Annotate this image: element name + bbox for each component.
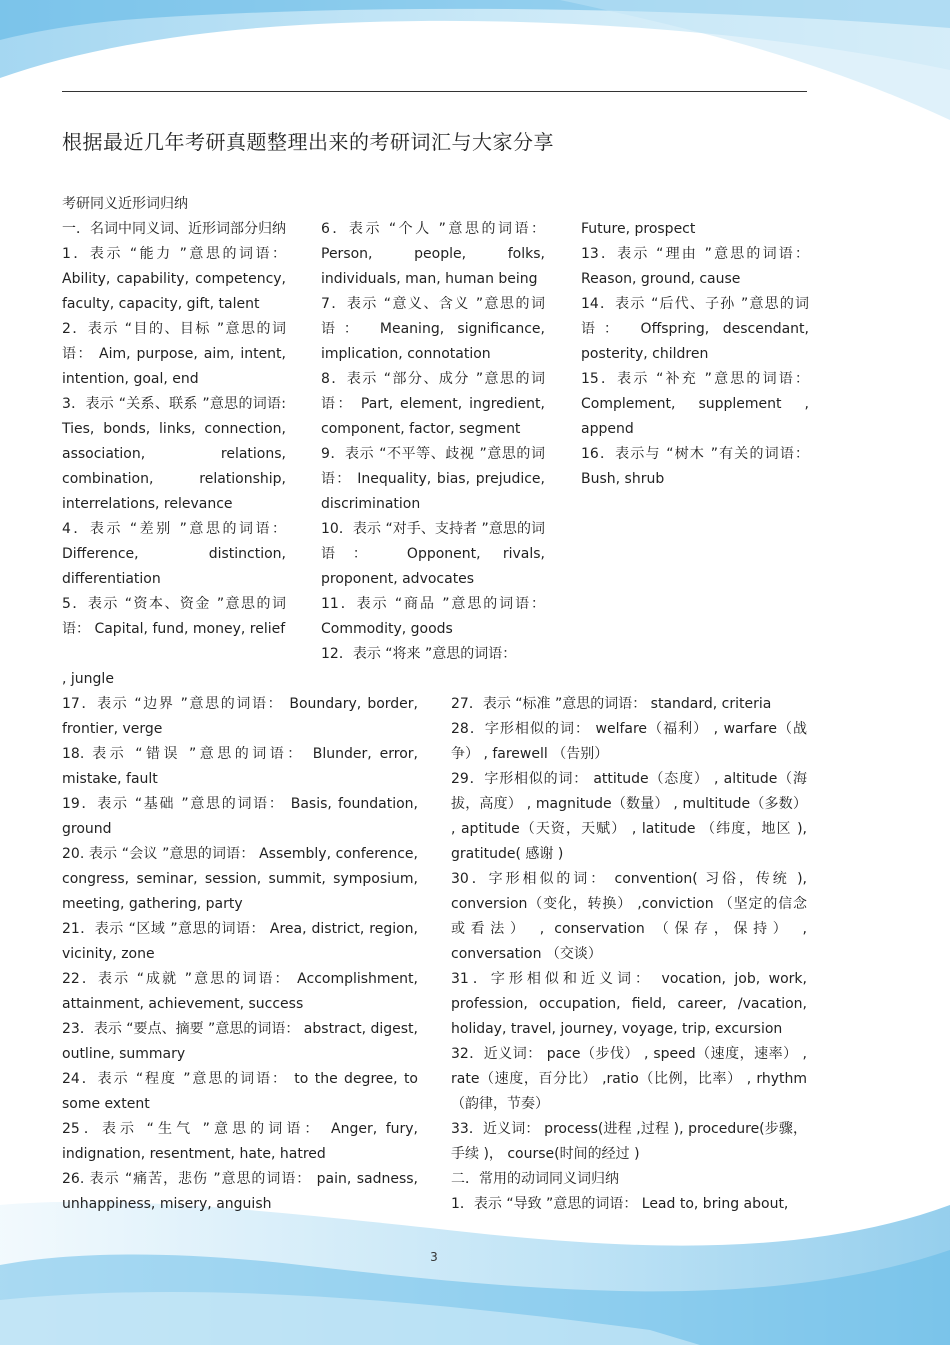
section-heading: 考研同义近形词归纳 bbox=[62, 196, 188, 212]
entry-24: 24．表示 “程度 ”意思的词语： to the degree, to some extent bbox=[62, 1071, 418, 1112]
entry-11: 11．表示 “商品 ”意思的词语： Commodity, goods bbox=[321, 596, 545, 637]
entry-30: 30．字形相似的词： convention( 习俗，传统 ), conversion（变化，转换） ,conviction （坚定的信念或看法） , conservation （保存，保持） , conversation （交谈） bbox=[451, 871, 807, 962]
entry-1: 1．表示 “能力 ”意思的词语： Ability, capability, competency, faculty, capacity, gift, talent bbox=[62, 246, 286, 312]
subsection-heading: 一．名词中同义词、近形词部分归纳 bbox=[62, 221, 286, 237]
entry-9: 9．表示 “不平等、歧视 ”意思的词语： Inequality, bias, prejudice, discrimination bbox=[321, 446, 545, 512]
entry-14: 14．表示 “后代、子孙 ”意思的词语： Offspring, descendant, posterity, children bbox=[581, 296, 809, 362]
section-2-heading: 二．常用的动词同义词归纳 bbox=[451, 1171, 619, 1187]
page-number: 3 bbox=[430, 1250, 438, 1264]
entry-17: 17．表示 “边界 ”意思的词语： Boundary, border, frontier, verge bbox=[62, 696, 418, 737]
entry-3: 3．表示 “关系、联系 ”意思的词语: Ties, bonds, links, connection, association, relations, combination, relationship, interrelations, relevance bbox=[62, 396, 286, 512]
column-5 bbox=[451, 692, 807, 1217]
entry-16: 16．表示与 “树木 ”有关的词语： Bush, shrub bbox=[581, 446, 809, 487]
entry-22: 22．表示 “成就 ”意思的词语： Accomplishment, attainment, achievement, success bbox=[62, 971, 418, 1012]
document-title: 根据最近几年考研真题整理出来的考研词汇与大家分享 bbox=[62, 130, 554, 154]
entry-33: 33．近义词： process(进程 ,过程 ), procedure(步骤，手续 )， course(时间的经过 ) bbox=[451, 1121, 807, 1162]
entry-15: 15．表示 “补充 ”意思的词语： Complement, supplement , append bbox=[581, 371, 809, 437]
entry-20: 20. 表示 “会议 ”意思的词语： Assembly, conference, congress, seminar, session, summit, symposium, meeting, gathering, party bbox=[62, 846, 418, 912]
entry-2: 2．表示 “目的、目标 ”意思的词语： Aim, purpose, aim, intent, intention, goal, end bbox=[62, 321, 286, 387]
entry-23: 23．表示 “要点、摘要 ”意思的词语： abstract, digest, outline, summary bbox=[62, 1021, 418, 1062]
entry-7: 7．表示 “意义、含义 ”意思的词语： Meaning, significance, implication, connotation bbox=[321, 296, 545, 362]
entry-26: 26. 表示 “痛苦，悲伤 ”意思的词语： pain, sadness, unhappiness, misery, anguish bbox=[62, 1171, 418, 1212]
verb-entry-1: 1．表示 “导致 ”意思的词语： Lead to, bring about, bbox=[451, 1196, 789, 1212]
entry-12-continued: Future, prospect bbox=[581, 221, 696, 237]
entry-6: 6．表示 “个人 ”意思的词语： Person, people, folks, individuals, man, human being bbox=[321, 221, 545, 287]
entry-21: 21．表示 “区域 ”意思的词语： Area, district, region, vicinity, zone bbox=[62, 921, 418, 962]
entry-18: 18. 表示 “错误 ”意思的词语： Blunder, error, mistake, fault bbox=[62, 746, 418, 787]
entry-28: 28．字形相似的词： welfare（福利） , warfare（战争） , farewell （告别） bbox=[451, 721, 807, 762]
entry-19: 19．表示 “基础 ”意思的词语： Basis, foundation, ground bbox=[62, 796, 418, 837]
column-1 bbox=[62, 192, 286, 642]
entry-13: 13．表示 “理由 ”意思的词语： Reason, ground, cause bbox=[581, 246, 809, 287]
entry-12: 12．表示 “将来 ”意思的词语： bbox=[321, 646, 517, 662]
entry-4: 4．表示 “差别 ”意思的词语： Difference, distinction, differentiation bbox=[62, 521, 286, 587]
entry-29: 29．字形相似的词： attitude（态度） , altitude（海拔，高度） , magnitude（数量） , multitude（多数） , aptitude（天资，天赋） , latitude （纬度，地区 ), gratitude( 感谢 ) bbox=[451, 771, 807, 862]
header-rule bbox=[62, 91, 807, 92]
entry-25: 25．表示 “生气 ”意思的词语： Anger, fury, indignation, resentment, hate, hatred bbox=[62, 1121, 418, 1162]
column-4 bbox=[62, 667, 418, 1217]
column-3 bbox=[581, 217, 809, 492]
entry-8: 8．表示 “部分、成分 ”意思的词语： Part, element, ingredient, component, factor, segment bbox=[321, 371, 545, 437]
column-2 bbox=[321, 217, 545, 667]
entry-32: 32．近义词： pace（步伐） , speed（速度，速率） , rate（速度，百分比） ,ratio（比例，比率） , rhythm （韵律，节奏） bbox=[451, 1046, 807, 1112]
entry-5: 5．表示 “资本、资金 ”意思的词语： Capital, fund, money, relief bbox=[62, 596, 286, 637]
entry-5-continued: , jungle bbox=[62, 671, 114, 687]
entry-27: 27．表示 “标准 ”意思的词语： standard, criteria bbox=[451, 696, 772, 712]
entry-31: 31．字形相似和近义词： vocation, job, work, profession, occupation, field, career, /vacation, holiday, travel, journey, voyage, trip, excursion bbox=[451, 971, 807, 1037]
entry-10: 10．表示 “对手、支持者 ”意思的词语： Opponent, rivals, proponent, advocates bbox=[321, 521, 545, 587]
